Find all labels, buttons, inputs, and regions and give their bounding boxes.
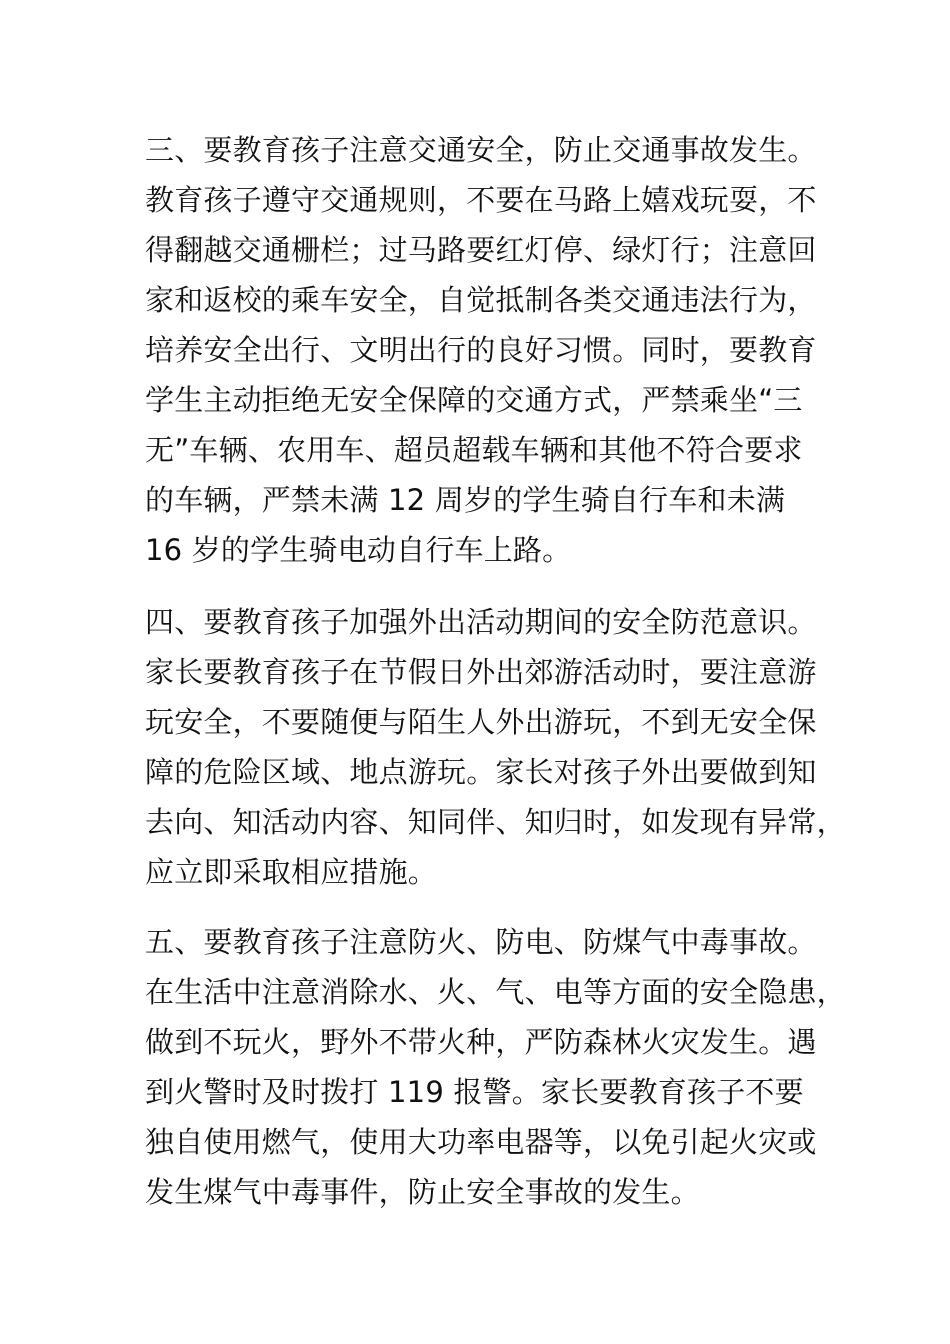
paragraph-line: 学生主动拒绝无安全保障的交通方式，严禁乘坐“三 [145, 383, 803, 417]
paragraph-line: 独自使用燃气，使用大功率电器等，以免引起火灾或 [145, 1125, 817, 1159]
paragraph-line: 发生煤气中毒事件，防止安全事故的发生。 [145, 1175, 700, 1209]
paragraph-line: 教育孩子遵守交通规则，不要在马路上嬉戏玩耍，不 [145, 183, 817, 217]
paragraph-line: 去向、知活动内容、知同伴、知归时，如发现有异常， [145, 805, 846, 839]
paragraph-line: 无”车辆、农用车、超员超载车辆和其他不符合要求 [145, 433, 803, 467]
paragraph-line: 在生活中注意消除水、火、气、电等方面的安全隐患， [145, 975, 846, 1009]
paragraph-line: 五、要教育孩子注意防火、防电、防煤气中毒事故。 [145, 925, 817, 959]
paragraph-line: 玩安全，不要随便与陌生人外出游玩，不到无安全保 [145, 705, 817, 739]
paragraph-line: 四、要教育孩子加强外出活动期间的安全防范意识。 [145, 605, 817, 639]
paragraph-outing-safety [145, 597, 845, 897]
paragraph-line: 家和返校的乘车安全，自觉抵制各类交通违法行为， [145, 283, 817, 317]
paragraph-traffic-safety [145, 125, 845, 575]
paragraph-line: 做到不玩火，野外不带火种，严防森林火灾发生。遇 [145, 1025, 817, 1059]
paragraph-line: 应立即采取相应措施。 [145, 855, 438, 889]
paragraph-line: 培养安全出行、文明出行的良好习惯。同时，要教育 [145, 333, 817, 367]
paragraph-line: 障的危险区域、地点游玩。家长对孩子外出要做到知 [145, 755, 817, 789]
paragraph-line: 到火警时及时拨打 119 报警。家长要教育孩子不要 [145, 1075, 804, 1109]
paragraph-line: 的车辆，严禁未满 12 周岁的学生骑自行车和未满 [145, 483, 786, 517]
paragraph-line: 家长要教育孩子在节假日外出郊游活动时，要注意游 [145, 655, 817, 689]
paragraph-line: 16 岁的学生骑电动自行车上路。 [145, 533, 572, 567]
paragraph-line: 得翻越交通栅栏；过马路要红灯停、绿灯行；注意回 [145, 233, 817, 267]
paragraph-line: 三、要教育孩子注意交通安全，防止交通事故发生。 [145, 133, 817, 167]
paragraph-fire-electric-gas-safety [145, 917, 845, 1217]
